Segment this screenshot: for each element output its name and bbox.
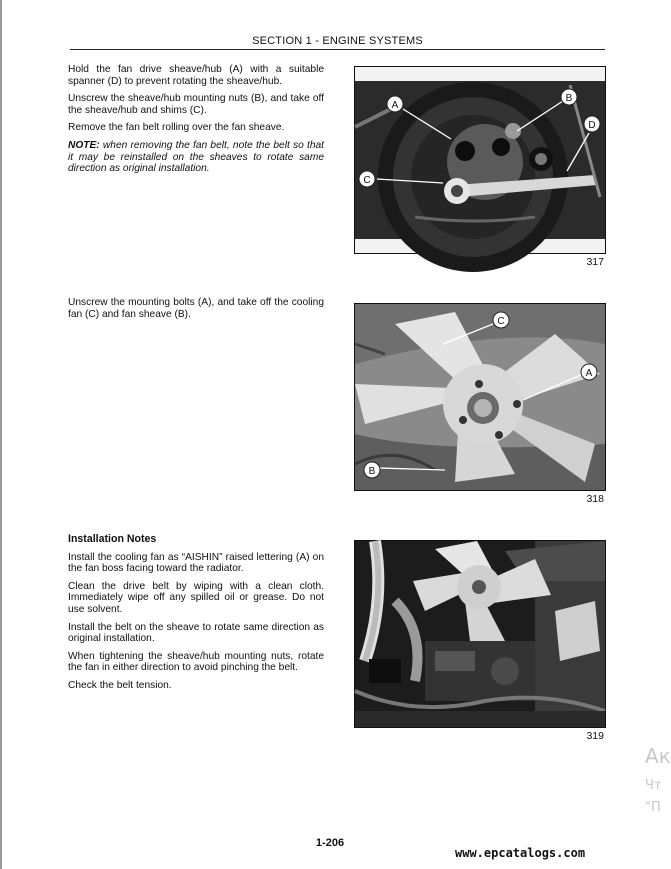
figure-number-317: 317: [586, 256, 604, 268]
section-heading: Installation Notes: [68, 533, 157, 545]
paragraph: Clean the drive belt by wiping with a clean cloth. Immediately wipe off any spilled oil or grease. Do not use solvent.: [68, 580, 324, 615]
text-block-2: [68, 297, 324, 326]
paragraph: Unscrew the mounting bolts (A), and take off the cooling fan (C) and fan sheave (B).: [68, 297, 324, 320]
figure-number-319: 319: [586, 730, 604, 742]
callout-b: B: [368, 466, 376, 477]
page-number: 1-206: [315, 837, 345, 849]
callout-c: C: [363, 175, 371, 186]
overlay-text-line-1: Ак: [645, 744, 671, 768]
figure-number-318: 318: [586, 493, 604, 505]
overlay-text-line-3: "П: [645, 800, 661, 815]
figure-319-photo: [354, 540, 606, 728]
figure-317-photo: [354, 66, 606, 254]
paragraph: Check the belt tension.: [68, 679, 172, 691]
watermark-url: www.epcatalogs.com: [455, 846, 586, 860]
paragraph: Install the belt on the sheave to rotate same direction as original installation.: [68, 621, 324, 645]
overlay-text-line-2: Чт: [645, 778, 662, 793]
paragraph: Install the cooling fan as “AISHIN” raised lettering (A) on the fan boss facing toward the radiator.: [68, 551, 324, 575]
figure-318-photo: [354, 303, 606, 491]
note-label: NOTE:: [68, 139, 100, 151]
paragraph: Remove the fan belt rolling over the fan sheave.: [68, 122, 285, 134]
section-title: SECTION 1 - ENGINE SYSTEMS: [252, 35, 423, 47]
note-text: when removing the fan belt, note the belt so that it may be reinstalled on the sheaves to rotate same direction as original installation.: [68, 139, 324, 175]
paragraph: When tightening the sheave/hub mounting nuts, rotate the fan in either direction to avoid pinching the belt.: [68, 650, 324, 674]
callout-d: D: [588, 120, 596, 131]
page-left-edge: [0, 0, 2, 869]
callout-a: A: [391, 100, 399, 111]
header-divider: [70, 49, 605, 50]
text-block-3: [68, 534, 324, 698]
callout-a: A: [585, 368, 593, 379]
paragraph: Hold the fan drive sheave/hub (A) with a suitable spanner (D) to prevent rotating the sheave/hub.: [68, 64, 324, 87]
callout-b: B: [565, 93, 573, 104]
paragraph: Unscrew the sheave/hub mounting nuts (B), and take off the sheave/hub and shims (C).: [68, 93, 324, 116]
note-paragraph: [68, 140, 324, 175]
text-block-1: [68, 64, 324, 181]
callout-c: C: [497, 316, 505, 327]
